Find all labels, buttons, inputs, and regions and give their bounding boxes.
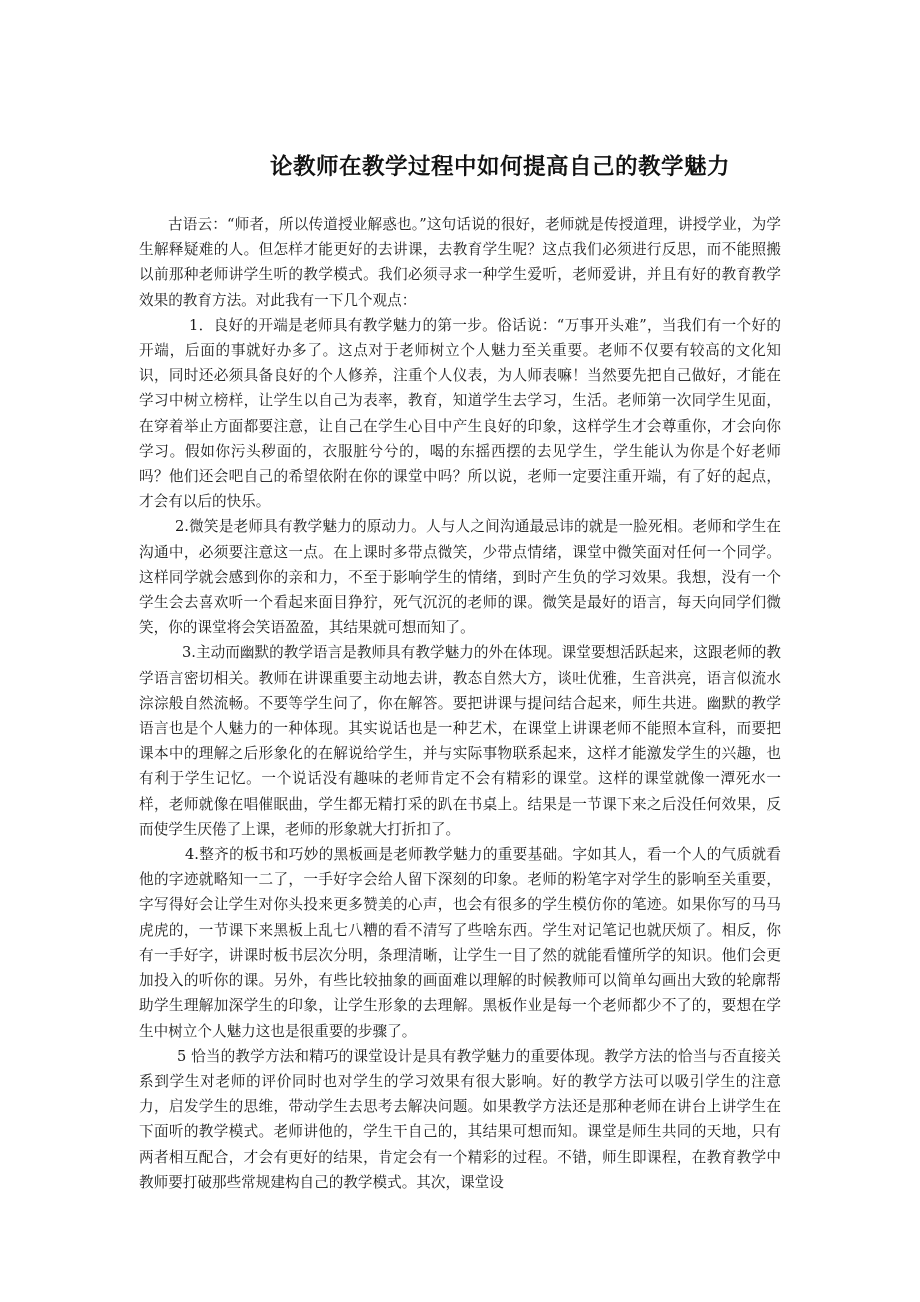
paragraph-point-2: 2.微笑是老师具有教学魅力的原动力。人与人之间沟通最忌讳的就是一脸死相。老师和学生在沟通中，必须要注意这一点。在上课时多带点微笑，少带点情绪，课堂中微笑面对任何一个同学。这样同学就会感到你的亲和力，不至于影响学生的情绪，到时产生负的学习效果。我想，没有一个学生会去喜欢听一个看起来面目狰狞，死气沉沉的老师的课。微笑是最好的语言，每天向同学们微笑，你的课堂将会笑语盈盈，其结果就可想而知了。 (139, 518, 781, 637)
document-title: 论教师在教学过程中如何提高自己的教学魅力 (269, 154, 730, 180)
document-body (139, 212, 781, 1195)
paragraph-point-3: 3.主动而幽默的教学语言是教师具有教学魅力的外在体现。课堂要想活跃起来，这跟老师的教学语言密切相关。教师在讲课重要主动地去讲，教态自然大方，谈吐优雅，生音洪亮，语言似流水淙淙般自然流畅。不要等学生问了，你在解答。要把讲课与提问结合起来，师生共进。幽默的教学语言也是个人魅力的一种体现。其实说话也是一种艺术，在课堂上讲课老师不能照本宣科，而要把课本中的理解之后形象化的在解说给学生，并与实际事物联系起来，这样才能激发学生的兴趣，也有利于学生记忆。一个说话没有趣味的老师肯定不会有精彩的课堂。这样的课堂就像一潭死水一样，老师就像在唱催眠曲，学生都无精打采的趴在书桌上。结果是一节课下来之后没任何效果，反而使学生厌倦了上课，老师的形象就大打折扣了。 (139, 644, 781, 838)
paragraph-point-1: 1．良好的开端是老师具有教学魅力的第一步。俗话说：“万事开头难”，当我们有一个好的开端，后面的事就好办多了。这点对于老师树立个人魅力至关重要。老师不仅要有较高的文化知识，同时还必须具备良好的个人修养，注重个人仪表，为人师表嘛！当然要先把自己做好，才能在学习中树立榜样，让学生以自己为表率，教育，知道学生去学习，生活。老师第一次同学生见面，在穿着举止方面都要注意，让自己在学生心目中产生良好的印象，这样学生才会尊重你，才会向你学习。假如你污头秽面的，衣服脏兮兮的，喝的东摇西摆的去见学生，学生能认为你是个好老师吗？他们还会吧自己的希望依附在你的课堂中吗？所以说，老师一定要注重开端，有了好的起点，才会有以后的快乐。 (139, 316, 781, 511)
paragraph-point-4: 4.整齐的板书和巧妙的黑板画是老师教学魅力的重要基础。字如其人，看一个人的气质就看他的字迹就略知一二了，一手好字会给人留下深刻的印象。老师的粉笔字对学生的影响至关重要，字写得好会让学生对你头投来更多赞美的心声，也会有很多的学生模仿你的笔迹。如果你写的马马虎虎的，一节课下来黑板上乱七八糟的看不清写了些啥东西。学生对记笔记也就厌烦了。相反，你有一手好字，讲课时板书层次分明，条理清晰，让学生一目了然的就能看懂所学的知识。他们会更加投入的听你的课。另外，有些比较抽象的画面难以理解的时候教师可以简单勾画出大致的轮廓帮助学生理解加深学生的印象，让学生形象的去理解。黑板作业是每一个老师都少不了的，要想在学生中树立个人魅力这也是很重要的步骤了。 (139, 846, 781, 1040)
paragraph-point-5: 5 恰当的教学方法和精巧的课堂设计是具有教学魅力的重要体现。教学方法的恰当与否直接关系到学生对老师的评价同时也对学生的学习效果有很大影响。好的教学方法可以吸引学生的注意力，启发学生的思维，带动学生去思考去解决问题。如果教学方法还是那种老师在讲台上讲学生在下面听的教学模式。老师讲他的，学生干自己的，其结果可想而知。课堂是师生共同的天地，只有两者相互配合，才会有更好的结果，肯定会有一个精彩的过程。不错，师生即课程，在教育教学中教师要打破那些常规建构自己的教学模式。其次，课堂设 (139, 1047, 781, 1191)
paragraph-intro: 古语云：“师者，所以传道授业解惑也。”这句话说的很好，老师就是传授道理，讲授学业，为学生解释疑难的人。但怎样才能更好的去讲课，去教育学生呢？这点我们必须进行反思，而不能照搬以前那种老师讲学生听的教学模式。我们必须寻求一种学生爱听，老师爱讲，并且有好的教育教学效果的教育方法。对此我有一下几个观点： (139, 216, 781, 309)
